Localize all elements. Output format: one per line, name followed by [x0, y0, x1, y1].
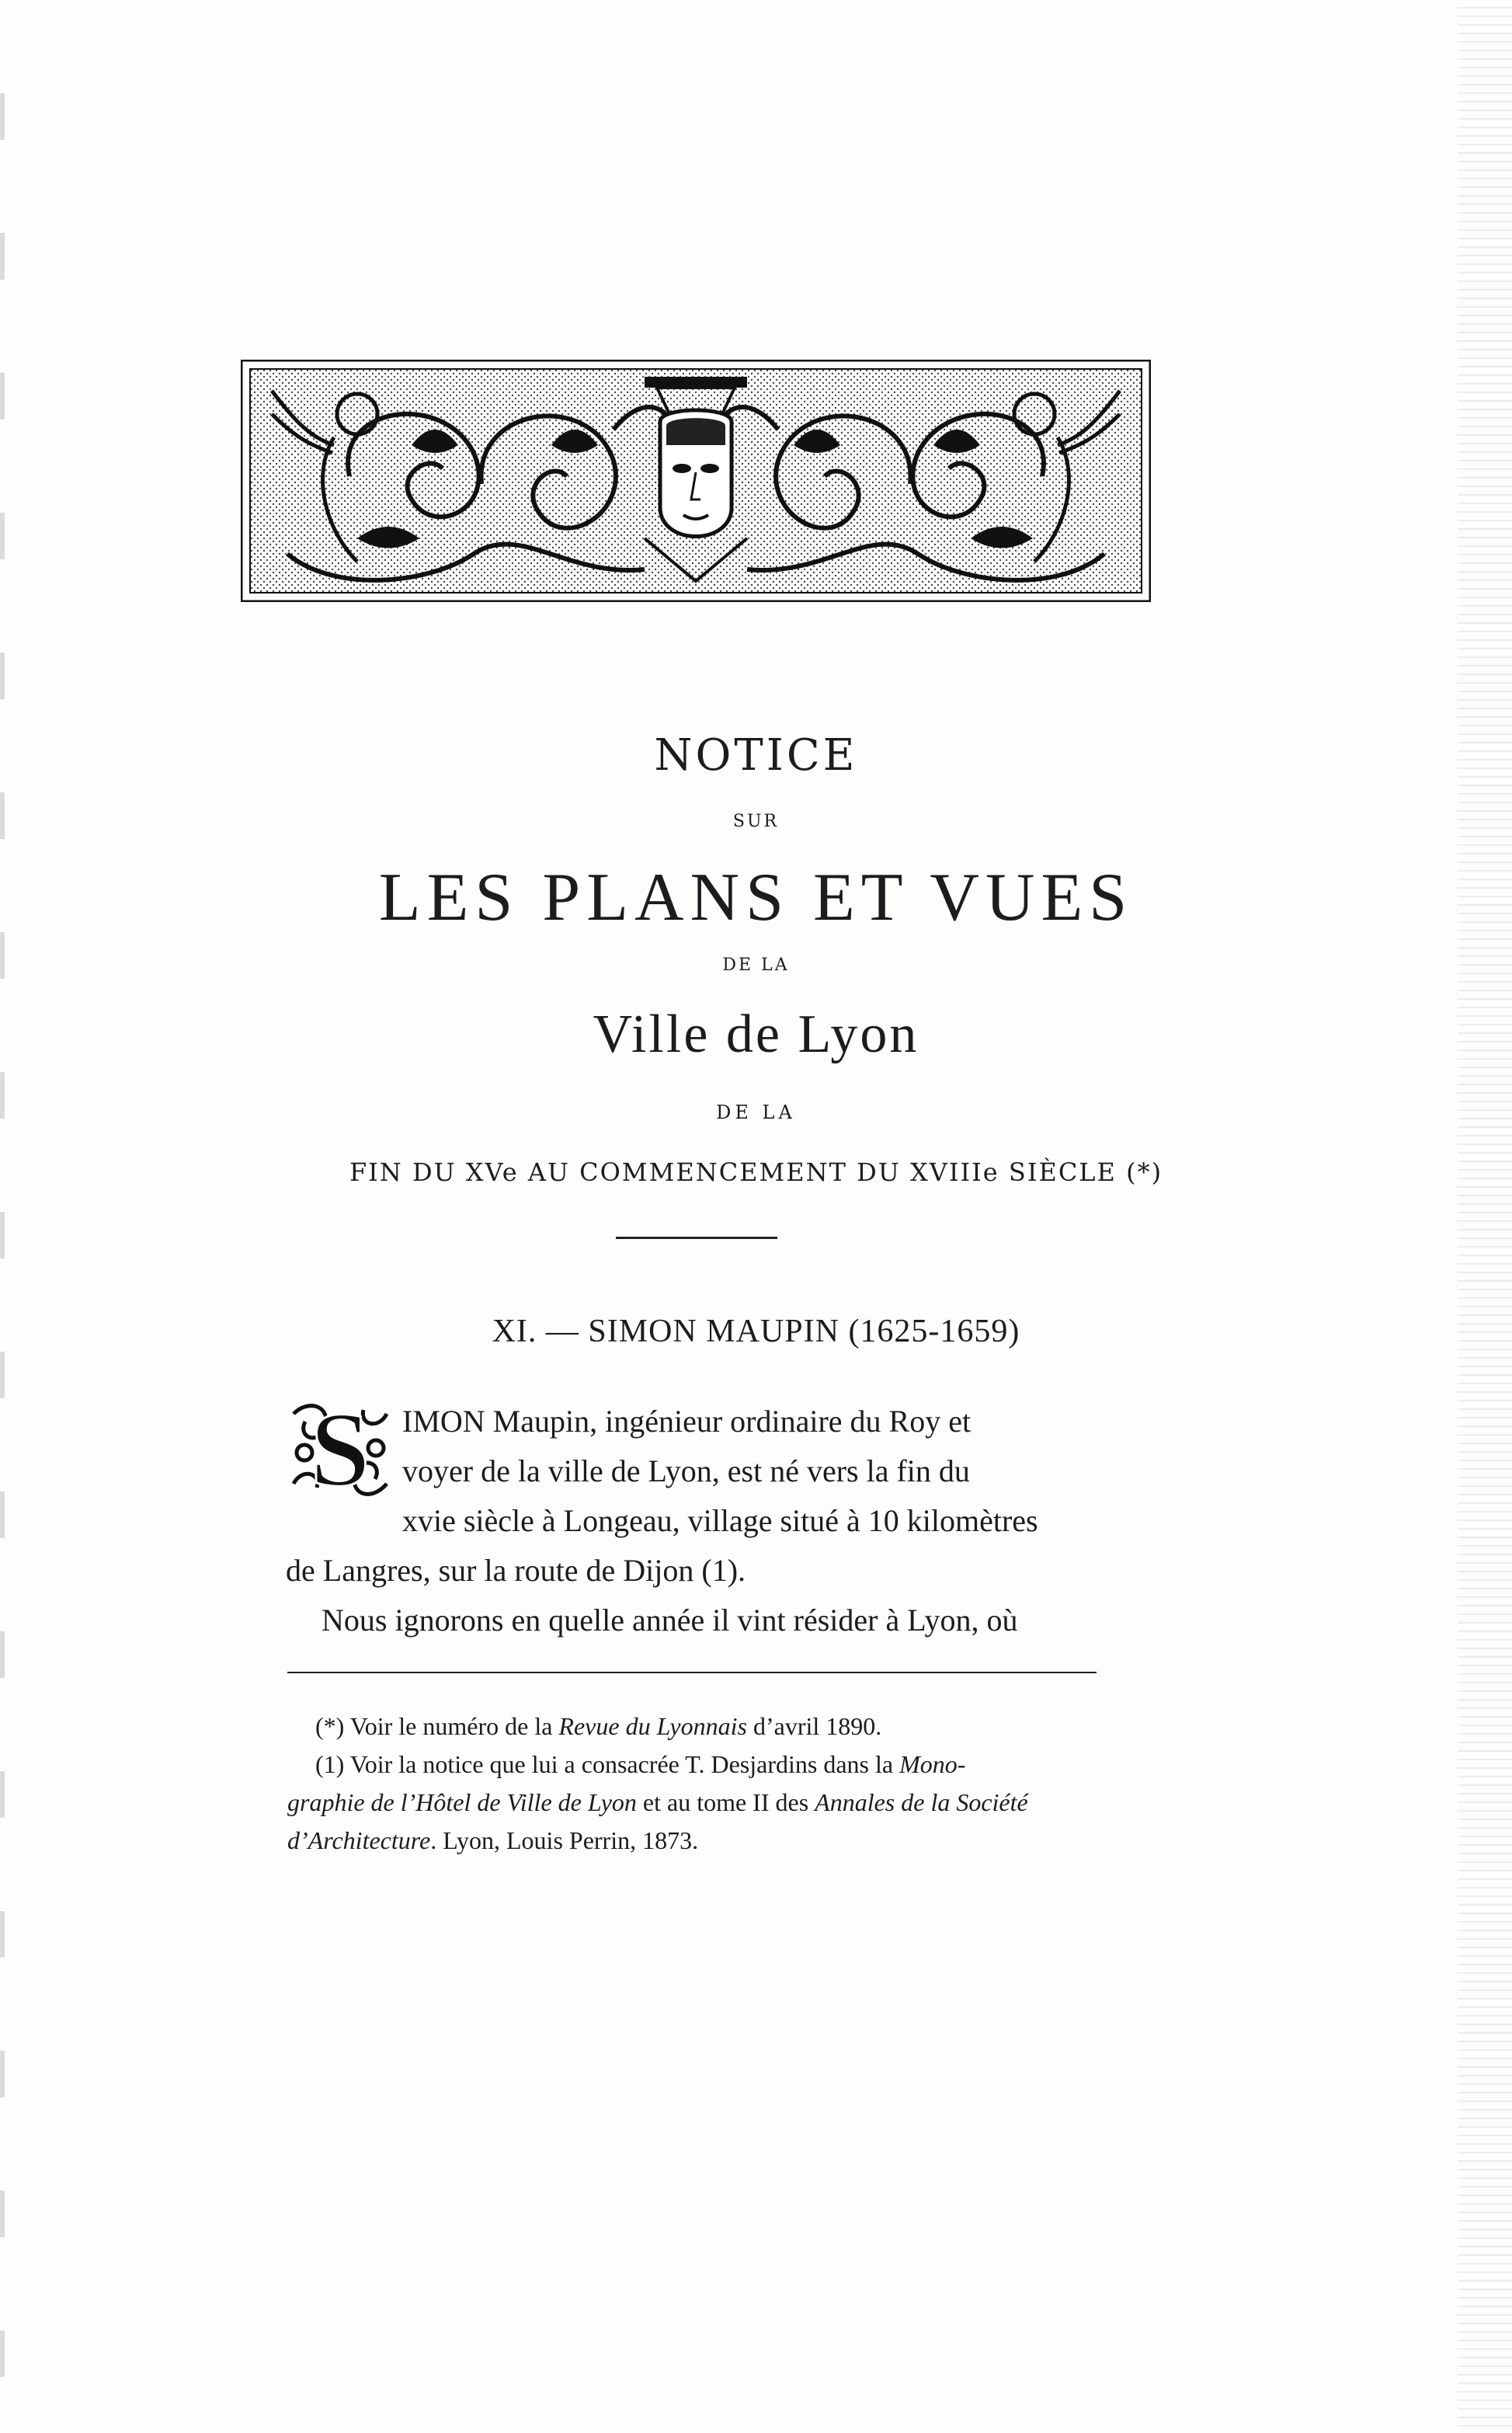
- title-ville-de-lyon: Ville de Lyon: [593, 1004, 919, 1064]
- footnote-1-italic-b: graphie de l’Hôtel de Ville de Lyon: [287, 1788, 637, 1816]
- footnote-star-text: (*) Voir le numéro de la: [315, 1712, 559, 1740]
- footnote-1-line-2: [287, 1784, 1115, 1822]
- body-line-1: [286, 1397, 1114, 1446]
- title-notice: NOTICE: [654, 730, 858, 781]
- body-line-2: voyer de la ville de Lyon, est né vers la fin du: [402, 1453, 970, 1488]
- section-heading: XI. — SIMON MAUPIN (1625-1659): [492, 1314, 1020, 1349]
- scan-edge-right: [1458, 0, 1512, 2433]
- footnote-1-line-1: [287, 1746, 1115, 1784]
- footnote-1-italic-a: Mono-: [899, 1750, 966, 1778]
- dropcap-letter: S: [310, 1398, 370, 1502]
- footnote-star: [287, 1707, 1115, 1746]
- title-sur: SUR: [732, 812, 780, 831]
- footnote-star-italic: Revue du Lyonnais: [558, 1712, 747, 1740]
- title-divider-rule: [616, 1237, 777, 1239]
- title-de-la-1: DE LA: [722, 955, 790, 975]
- footnote-1-text-b: et au tome II des: [636, 1788, 815, 1816]
- footnote-1-italic-d: d’Architecture: [287, 1826, 431, 1854]
- footnote-1-text-c: . Lyon, Louis Perrin, 1873.: [430, 1826, 699, 1854]
- body-line-5: Nous ignorons en quelle année il vint résider à Lyon, où: [322, 1603, 1018, 1638]
- body-paragraph: [286, 1397, 1114, 1645]
- body-line-3: xvie siècle à Longeau, village situé à 10 kilomètres: [402, 1503, 1038, 1538]
- title-de-la-2: DE LA: [716, 1102, 796, 1123]
- title-plans-et-vues: LES PLANS ET VUES: [378, 860, 1134, 935]
- footnote-1-italic-c: Annales de la Société: [815, 1788, 1028, 1816]
- body-line-4: de Langres, sur la route de Dijon (1).: [286, 1553, 746, 1588]
- footnote-1-text-a: (1) Voir la notice que lui a consacrée T. Desjardins dans la: [315, 1750, 900, 1778]
- footnote-separator: [287, 1672, 1097, 1673]
- body-line-1-smallcaps: IMON: [402, 1404, 485, 1439]
- footnotes: [287, 1707, 1115, 1860]
- footnote-star-tail: d’avril 1890.: [746, 1712, 882, 1740]
- footnote-1-line-3: [287, 1822, 1115, 1860]
- ornamental-headpiece: [241, 360, 1151, 602]
- body-line-1-rest: Maupin, ingénieur ordinaire du Roy et: [485, 1404, 972, 1439]
- scan-edge-left: [0, 0, 5, 2433]
- title-period: FIN DU XVe AU COMMENCEMENT DU XVIIIe SIÈCLE (*): [349, 1157, 1163, 1187]
